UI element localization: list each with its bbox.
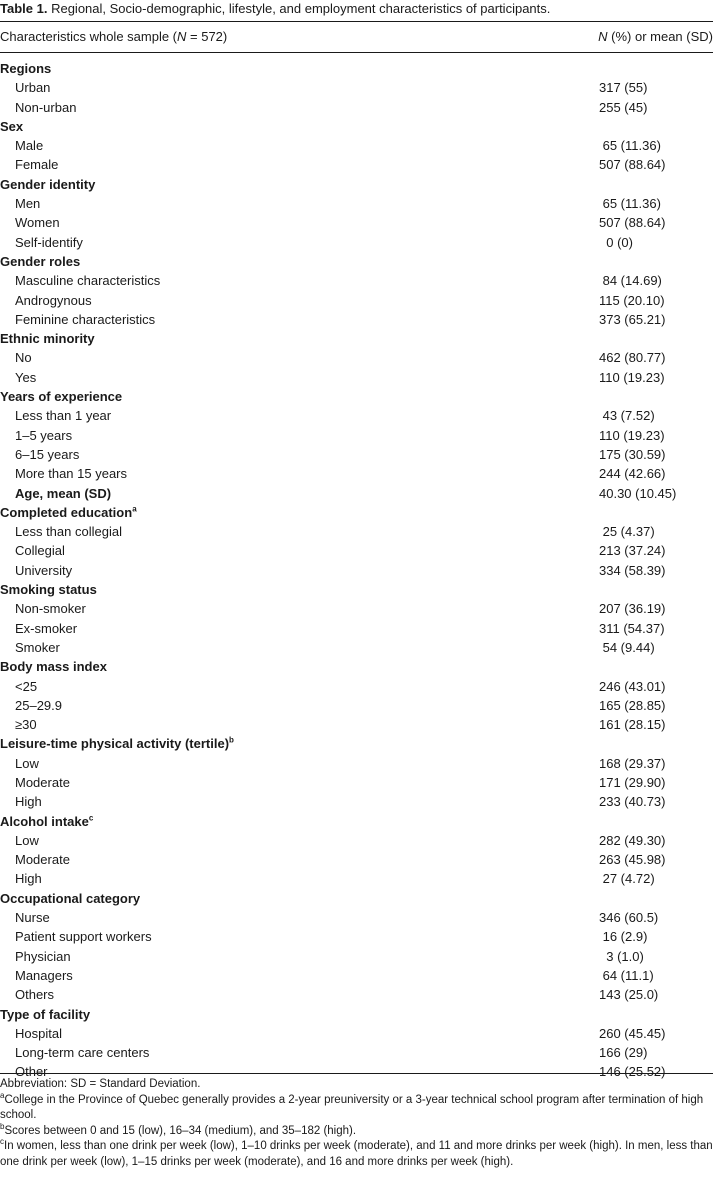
row-label: No [15,350,32,366]
row-label: Non-smoker [15,601,86,617]
table-row [0,677,713,696]
row-label: Gender identity [0,176,96,192]
row-label: Alcohol intake$^c$ [0,813,94,829]
table-row [0,966,713,985]
row-label: Men [15,196,41,212]
row-label: Years of experience [0,389,123,405]
row-value: 346 (60.5) [599,910,659,926]
row-value: 64 (11.1) [599,967,654,983]
row-label: Female [15,157,59,173]
table-row [0,426,713,445]
row-label: Managers [15,967,73,983]
row-value: 166 (29) [599,1045,648,1061]
row-value: 311 (54.37) [599,620,665,636]
table-row [0,406,713,425]
table-row [0,445,713,464]
row-label: Low [15,755,39,771]
row-label: University [15,562,73,578]
row-label: Yes [15,369,37,385]
row-value: 3 (1.0) [599,948,644,964]
section-header-row [0,580,713,599]
row-label: Regions [0,61,52,76]
row-label: Less than 1 year [15,408,112,424]
row-value: 373 (65.21) [599,311,666,327]
row-label: Smoker [15,639,60,655]
footnote-abbreviation: Abbreviation: SD = Standard Deviation. [0,1078,201,1090]
footnote-marker: a [132,504,137,514]
row-label: Masculine characteristics [15,273,161,289]
row-value: 161 (28.15) [599,717,666,733]
row-label: Hospital [15,1025,62,1041]
row-label: Type of facility [0,1006,91,1022]
row-label: Patient support workers [15,929,152,945]
table-row [0,947,713,966]
table-row [0,233,713,252]
row-label: Androgynous [15,292,92,308]
footnote-marker: c [88,813,94,823]
row-label: Other [15,1064,48,1080]
table-row [0,541,713,560]
row-label: High [15,871,42,887]
table-body [0,59,713,1082]
table-row [0,850,713,869]
row-label: Age, mean (SD) [15,485,112,501]
table-row [0,368,713,387]
section-header-row [0,252,713,271]
row-value: 16 (2.9) [599,929,648,945]
row-label: Leisure-time physical activity (tertile)$^b$ [0,736,234,752]
row-label: Ex-smoker [15,620,78,636]
section-header-row [0,329,713,348]
row-value: 27 (4.72) [599,871,655,887]
row-label: Completed education$^a$ [0,504,137,520]
table-row [0,78,713,97]
table-row [0,715,713,734]
table-row [0,271,713,290]
row-label: Nurse [15,910,50,926]
row-label: Less than collegial [15,524,122,540]
row-value: 40.30 (10.45) [599,485,677,501]
row-value: 255 (45) [599,99,648,115]
table-row [0,98,713,117]
table-row [0,869,713,888]
row-label: Long-term care centers [15,1045,150,1061]
table-row [0,484,713,503]
table-row [0,291,713,310]
row-label: Smoking status [0,582,97,598]
row-label: Moderate [15,852,70,868]
footnote-b: $^b$Scores between 0 and 15 (low), 16–34 (medium), and 35–182 (high). [0,1121,357,1137]
row-label: 25–29.9 [15,697,62,713]
table-row [0,464,713,483]
row-label: Women [15,215,60,231]
table-row [0,136,713,155]
header-characteristics: Characteristics whole sample (N = 572) [0,29,228,44]
table-row [0,773,713,792]
row-value: 84 (14.69) [599,273,662,289]
table-header [0,27,713,47]
row-value: 263 (45.98) [599,852,666,868]
footnote-c: $^c$In women, less than one drink per week (low), 1–10 drinks per week (moderate), and 11 and more drinks per week (high). In men, less than one drink per week (low), 1–15 drinks per week (moderate), and 16 and more drinks per week (high). [0,1137,713,1168]
row-value: 115 (20.10) [599,292,665,308]
section-header-row [0,1005,713,1024]
table-caption [0,0,713,17]
section-header-row [0,503,713,522]
row-value: 233 (40.73) [599,794,666,810]
section-header-row [0,59,713,78]
table-row [0,155,713,174]
row-value: 65 (11.36) [599,138,661,154]
section-header-row [0,889,713,908]
row-value: 507 (88.64) [599,215,666,231]
row-label: Low [15,832,39,848]
footnote-marker: b [229,736,234,746]
row-label: High [15,794,42,810]
row-value: 110 (19.23) [599,369,665,385]
row-label: Collegial [15,543,65,559]
row-label: ≥30 [15,717,37,733]
row-label: 6–15 years [15,446,80,462]
row-value: 334 (58.39) [599,562,666,578]
bottom-rule [0,1073,713,1074]
row-label: Others [15,987,55,1003]
row-label: Non-urban [15,99,77,115]
header-rule [0,52,713,53]
row-value: 143 (25.0) [599,987,659,1003]
row-label: Ethnic minority [0,331,95,347]
row-label: Moderate [15,774,70,790]
row-label: Physician [15,948,71,964]
header-values: N (%) or mean (SD) [598,29,713,44]
section-header-row [0,387,713,406]
top-rule [0,21,713,22]
row-value: 244 (42.66) [599,466,666,482]
section-header-row [0,812,713,831]
table-title: Regional, Socio-demographic, lifestyle, and employment characteristics of participants. [51,1,551,16]
row-value: 65 (11.36) [599,196,661,212]
row-label: 1–5 years [15,427,73,443]
table-row [0,792,713,811]
row-value: 168 (29.37) [599,755,666,771]
row-label: More than 15 years [15,466,128,482]
table-row [0,927,713,946]
table-row [0,1024,713,1043]
row-value: 171 (29.90) [599,774,666,790]
table-row [0,310,713,329]
row-value: 213 (37.24) [599,543,666,559]
row-label: Body mass index [0,659,107,675]
table-row [0,1043,713,1062]
section-header-row [0,734,713,753]
table-row [0,194,713,213]
table-footnotes [0,1077,713,1170]
row-value: 175 (30.59) [599,446,666,462]
row-value: 246 (43.01) [599,678,666,694]
row-value: 260 (45.45) [599,1025,666,1041]
row-label: Sex [0,118,24,134]
row-label: Male [15,138,44,154]
table-row [0,985,713,1004]
footnote-a: $^a$College in the Province of Quebec generally provides a 2-year preuniversity or a 3-year technical school program after termination of high school. [0,1090,704,1121]
row-label: Occupational category [0,890,141,906]
row-value: 282 (49.30) [599,832,666,848]
row-value: 207 (36.19) [599,601,666,617]
row-label: Feminine characteristics [15,311,156,327]
row-value: 146 (25.52) [599,1064,666,1080]
table-row [0,696,713,715]
table-row [0,638,713,657]
row-label: Gender roles [0,253,81,269]
table-row [0,619,713,638]
table-row [0,561,713,580]
row-value: 54 (9.44) [599,639,655,655]
table-row [0,348,713,367]
table-row [0,831,713,850]
row-label: <25 [15,678,38,694]
row-value: 507 (88.64) [599,157,666,173]
table-row [0,599,713,618]
row-label: Self-identify [15,234,83,250]
section-header-row [0,175,713,194]
row-value: 0 (0) [599,234,633,250]
row-value: 25 (4.37) [599,524,655,540]
table-row [0,213,713,232]
row-value: 165 (28.85) [599,697,666,713]
section-header-row [0,117,713,136]
row-label: Urban [15,80,51,96]
row-value: 462 (80.77) [599,350,666,366]
row-value: 110 (19.23) [599,427,665,443]
row-value: 317 (55) [599,80,648,96]
table-row [0,754,713,773]
table-number: Table 1. [0,1,48,16]
table-row [0,522,713,541]
table-row [0,908,713,927]
row-value: 43 (7.52) [599,408,655,424]
section-header-row [0,657,713,676]
